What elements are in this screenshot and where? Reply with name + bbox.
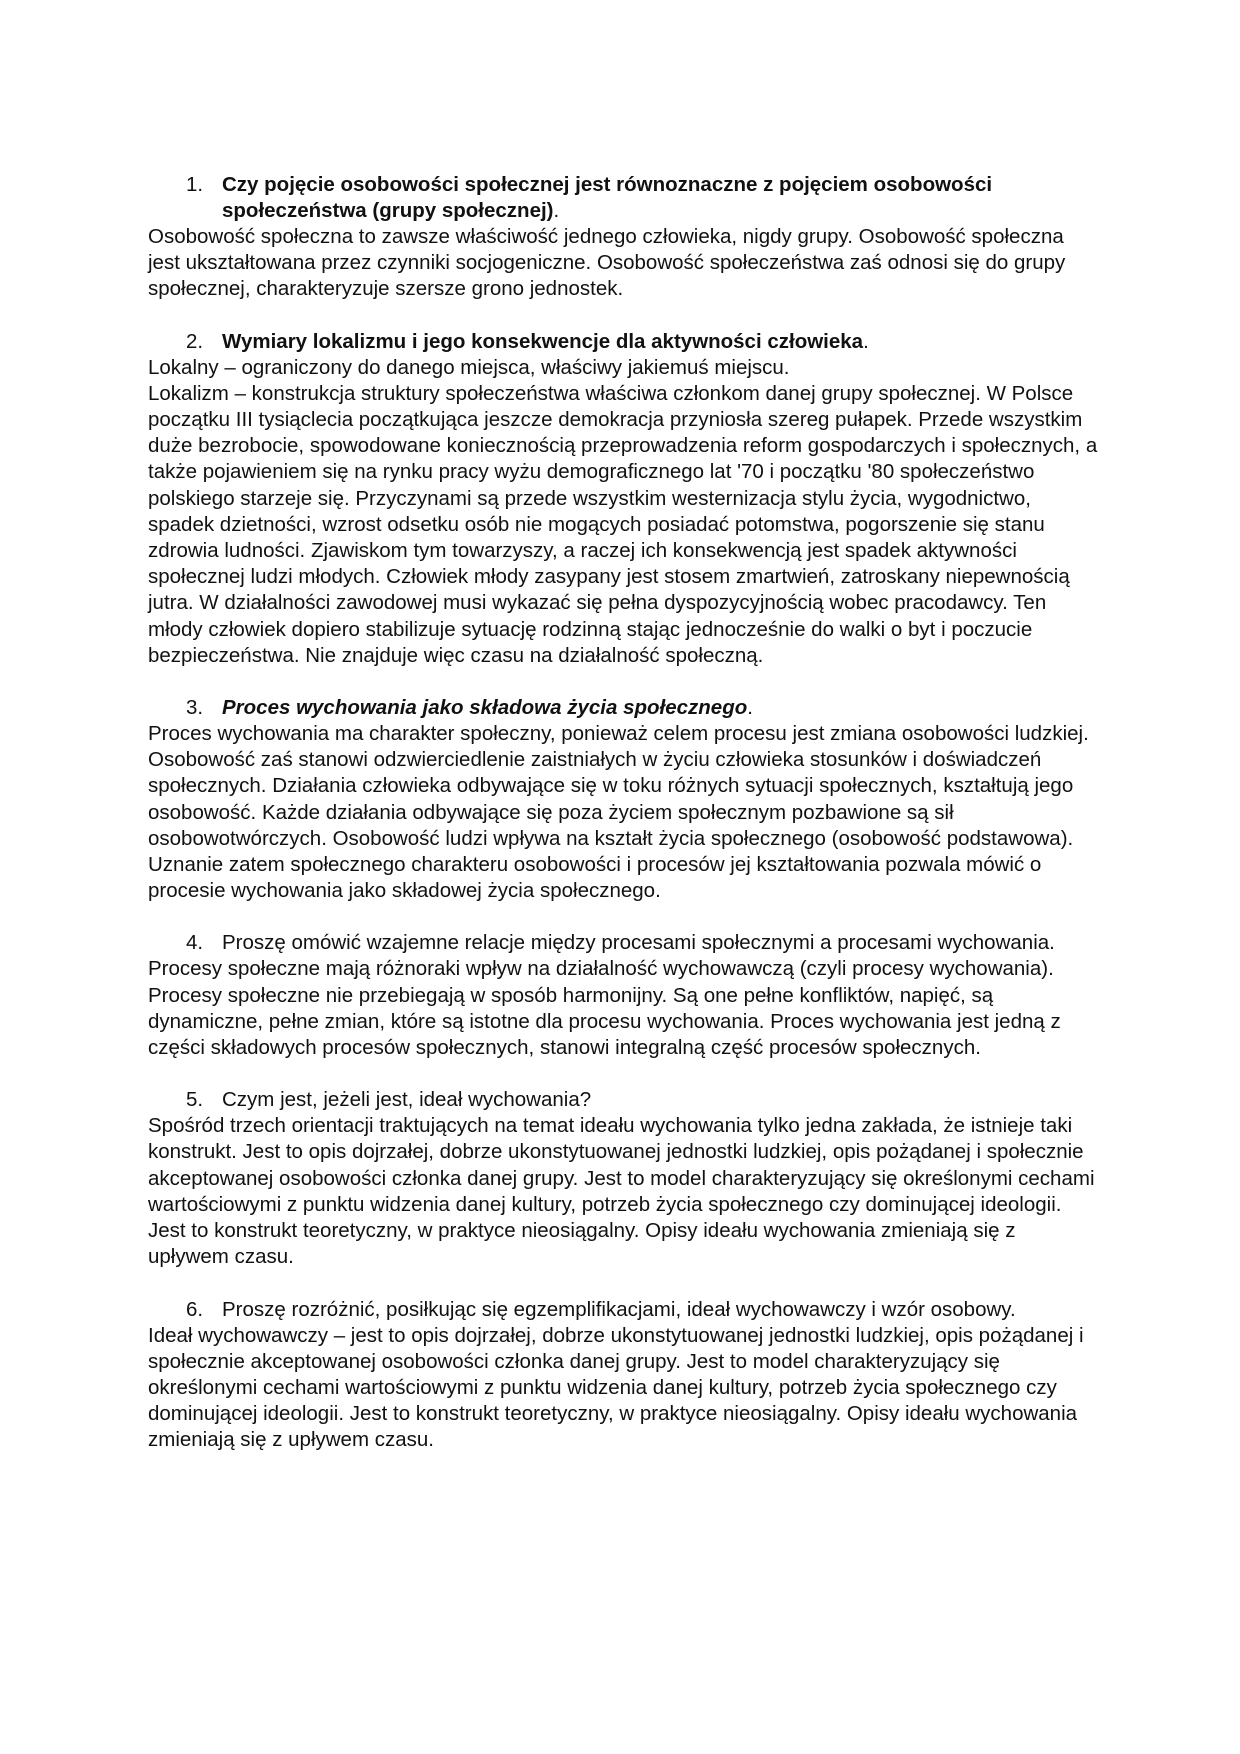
question-heading	[148, 172, 1100, 224]
answer-paragraph: Ideał wychowawczy – jest to opis dojrzałej, dobrze ukonstytuowanej jednostki ludzkiej, opis pożądanej i społecznie akceptowanej osobowości członka danej grupy. Jest to model charakteryzujący się określonymi cechami wartościowymi z punktu widzenia danej kultury, potrzeb życia społecznego czy dominującej ideologii. Jest to konstrukt teoretyczny, w praktyce nieosiągalny. Opisy ideału wychowania zmieniają się z upływem czasu.	[148, 1323, 1084, 1452]
question-heading	[148, 1297, 1100, 1323]
answer-paragraph: Procesy społeczne mają różnoraki wpływ na działalność wychowawczą (czyli procesy wychowania). Procesy społeczne nie przebiegają w sposób harmonijny. Są one pełne konfliktów, napięć, są dynamiczne, pełne zmian, które są istotne dla procesu wychowania. Proces wychowania jest jedną z części składowych procesów społecznych, stanowi integralną część procesów społecznych.	[148, 957, 1061, 1060]
answer-paragraph: Spośród trzech orientacji traktujących na temat ideału wychowania tylko jedna zakłada, że istnieje taki konstrukt. Jest to opis dojrzałej, dobrze ukonstytuowanej jednostki ludzkiej, opis pożądanej i społecznie akceptowanej osobowości członka danej grupy. Jest to model charakteryzujący się określonymi cechami wartościowymi z punktu widzenia danej kultury, potrzeb życia społecznego czy dominującej ideologii. Jest to konstrukt teoretyczny, w praktyce nieosiągalny. Opisy ideału wychowania zmieniają się z upływem czasu.	[148, 1114, 1095, 1269]
answer-paragraph: Lokalny – ograniczony do danego miejsca, właściwy jakiemuś miejscu.	[148, 355, 790, 379]
question-number: 3.	[186, 696, 204, 720]
question-title: Proszę rozróżnić, posiłkując się egzemplifikacjami, ideał wychowawczy i wzór osobowy.	[222, 1297, 1016, 1321]
answer-text	[148, 1323, 1100, 1454]
question-title: Czy pojęcie osobowości społecznej jest równoznaczne z pojęciem osobowości społeczeństwa (grupy społecznej)	[222, 173, 993, 222]
answer-text	[148, 1113, 1100, 1270]
question-title-end: .	[747, 696, 753, 720]
question-heading	[148, 329, 1100, 355]
question-section-5	[148, 1087, 1100, 1270]
answer-paragraph: Lokalizm – konstrukcja struktury społeczeństwa właściwa członkom danej grupy społecznej. W Polsce początku III tysiąclecia początkująca jeszcze demokracja przyniosła szereg pułapek. Przede wszystkim duże bezrobocie, spowodowane koniecznością przeprowadzenia reform gospodarczych i społecznych, a także pojawieniem się na rynku pracy wyżu demograficznego lat '70 i początku '80 społeczeństwo polskiego starzeje się. Przyczynami są przede wszystkim westernizacja stylu życia, wygodnictwo, spadek dzietności, wzrost odsetku osób nie mogących posiadać potomstwa, pogorszenie się stanu zdrowia ludności. Zjawiskom tym towarzyszy, a raczej ich konsekwencją jest spadek aktywności społecznej ludzi młodych. Człowiek młody zasypany jest stosem zmartwień, zatroskany niepewnością jutra. W działalności zawodowej musi wykazać się pełna dyspozycyjnością wobec pracodawcy. Ten młody człowiek dopiero stabilizuje sytuację rodzinną stając jednocześnie do walki o byt i poczucie bezpieczeństwa. Nie znajduje więc czasu na działalność społeczną.	[148, 381, 1098, 667]
question-number: 5.	[186, 1088, 204, 1112]
answer-paragraph: Proces wychowania ma charakter społeczny, ponieważ celem procesu jest zmiana osobowości ludzkiej. Osobowość zaś stanowi odzwierciedlenie zaistniałych w życiu człowieka stosunków i doświadczeń społecznych. Działania człowieka odbywające się w toku różnych sytuacji społecznych, kształtują jego osobowość. Każde działania odbywające się poza życiem społecznym pozbawione są sił osobowotwórczych. Osobowość ludzi wpływa na kształt życia społecznego (osobowość podstawowa). Uznanie zatem społecznego charakteru osobowości i procesów jej kształtowania pozwala mówić o procesie wychowania jako składowej życia społecznego.	[148, 722, 1089, 903]
question-title: Proszę omówić wzajemne relacje między procesami społecznymi a procesami wychowania.	[222, 931, 1055, 955]
question-number: 4.	[186, 931, 204, 955]
question-section-4	[148, 930, 1100, 1061]
question-heading	[148, 1087, 1100, 1113]
question-heading	[148, 930, 1100, 956]
question-number: 2.	[186, 329, 204, 353]
answer-text	[148, 721, 1100, 904]
question-heading	[148, 695, 1100, 721]
question-section-1	[148, 172, 1100, 303]
answer-text	[148, 956, 1100, 1061]
question-title: Wymiary lokalizmu i jego konsekwencje dla aktywności człowieka	[222, 329, 864, 353]
question-title-end: .	[553, 199, 560, 222]
question-number: 6.	[186, 1297, 204, 1321]
question-title-end: .	[863, 329, 869, 353]
question-section-6	[148, 1297, 1100, 1454]
answer-paragraph: Osobowość społeczna to zawsze właściwość jednego człowieka, nigdy grupy. Osobowość społeczna jest ukształtowana przez czynniki socjogeniczne. Osobowość społeczeństwa zaś odnosi się do grupy społecznej, charakteryzuje szersze grono jednostek.	[148, 225, 1066, 301]
document-page	[148, 172, 1100, 1480]
answer-text	[148, 224, 1100, 303]
question-section-3	[148, 695, 1100, 904]
answer-text	[148, 355, 1100, 669]
question-section-2	[148, 329, 1100, 669]
question-number: 1.	[186, 173, 204, 196]
question-title: Proces wychowania jako składowa życia społecznego	[222, 696, 748, 720]
question-title: Czym jest, jeżeli jest, ideał wychowania?	[222, 1088, 592, 1112]
